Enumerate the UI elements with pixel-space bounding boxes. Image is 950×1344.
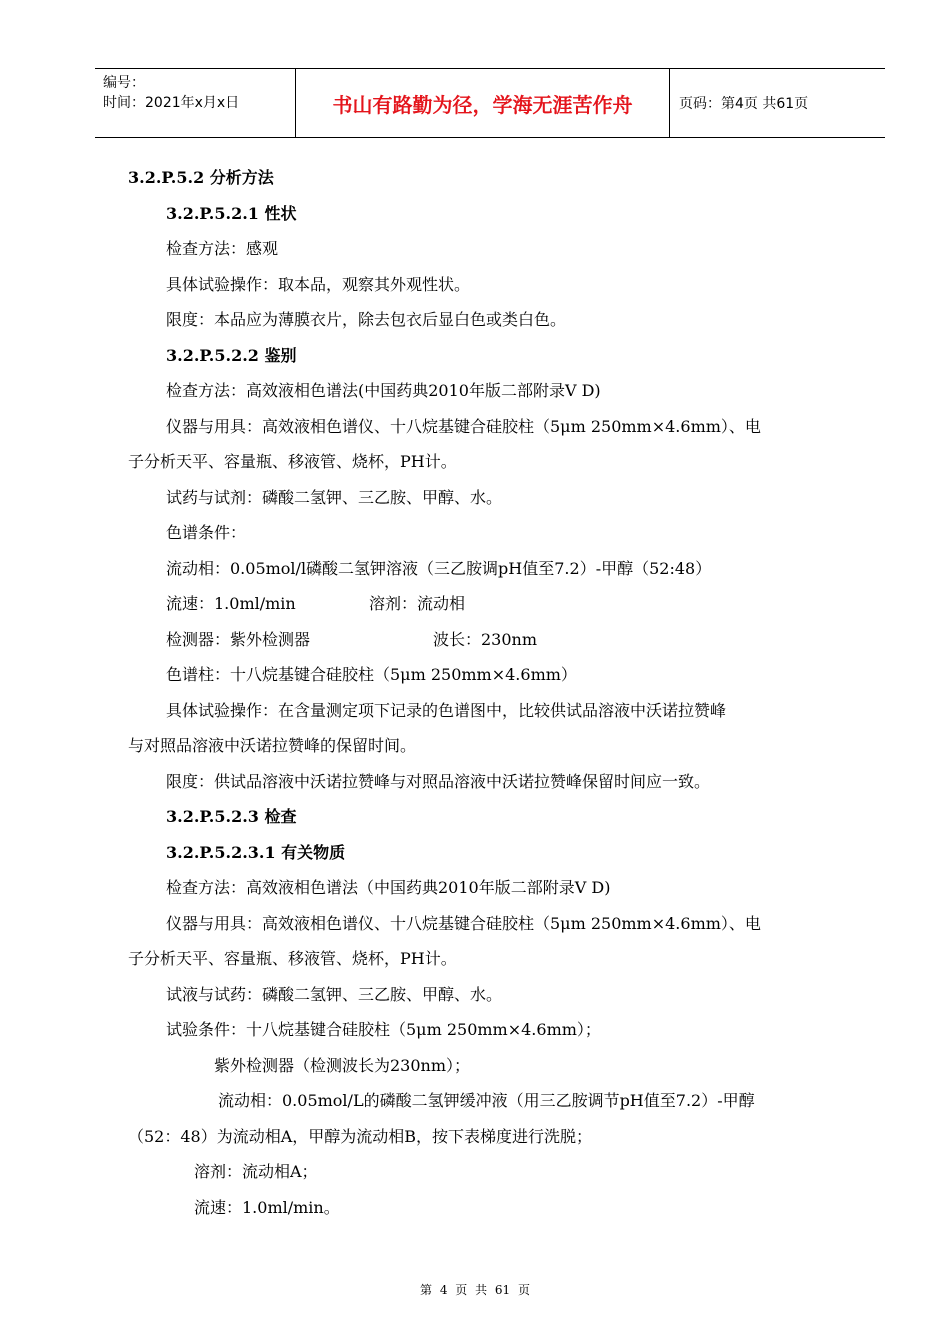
paragraph-line: 具体试验操作：在含量测定项下记录的色谱图中，比较供试品溶液中沃诺拉赞峰	[166, 700, 727, 720]
paragraph-line: 检查方法：高效液相色谱法(中国药典2010年版二部附录Ⅴ D)	[166, 381, 601, 400]
paragraph-line: 流速：1.0ml/min。	[194, 1197, 340, 1217]
paragraph-line: 限度：本品应为薄膜衣片，除去包衣后显白色或类白色。	[166, 310, 567, 329]
paragraph-line: 具体试验操作：取本品，观察其外观性状。	[166, 274, 471, 294]
solvent: 溶剂：流动相	[369, 594, 466, 613]
paragraph-line: 仪器与用具：高效液相色谱仪、十八烷基键合硅胶柱（5μm 250mm×4.6mm）、电	[166, 416, 761, 436]
paragraph-line: 色谱柱：十八烷基键合硅胶柱（5μm 250mm×4.6mm）	[166, 665, 577, 684]
paragraph-line: （52：48）为流动相A，甲醇为流动相B，按下表梯度进行洗脱；	[128, 1126, 593, 1146]
paragraph-line: 仪器与用具：高效液相色谱仪、十八烷基键合硅胶柱（5μm 250mm×4.6mm）、电	[166, 913, 761, 933]
page-footer: 第 4 页 共 61 页	[420, 1283, 530, 1297]
section-heading: 3.2.P.5.2 分析方法	[128, 168, 274, 187]
subsection-heading: 3.2.P.5.2.2 鉴别	[166, 345, 297, 365]
paragraph-line	[128, 622, 860, 658]
wavelength: 波长：230nm	[433, 629, 538, 649]
paragraph-line: 流动相：0.05mol/L的磷酸二氢钾缓冲液（用三乙胺调节pH值至7.2）-甲醇	[218, 1091, 755, 1110]
detector: 检测器：紫外检测器	[166, 629, 311, 649]
flow-rate: 流速：1.0ml/min	[166, 594, 296, 613]
header-page-info: 页码：第4页 共61页	[679, 96, 809, 112]
document-body	[128, 160, 860, 1225]
paragraph-line: 与对照品溶液中沃诺拉赞峰的保留时间。	[128, 736, 417, 755]
subsection-heading: 3.2.P.5.2.3 检查	[166, 807, 297, 826]
subsection-heading: 3.2.P.5.2.1 性状	[166, 203, 297, 223]
paragraph-line: 检查方法：感观	[166, 239, 279, 258]
paragraph-line: 试液与试药：磷酸二氢钾、三乙胺、甲醇、水。	[166, 984, 503, 1004]
paragraph-line: 溶剂：流动相A；	[194, 1162, 318, 1181]
subsection-heading: 3.2.P.5.2.3.1 有关物质	[166, 842, 346, 862]
paragraph-line: 流动相：0.05mol/l磷酸二氢钾溶液（三乙胺调pH值至7.2）-甲醇（52:48）	[166, 558, 712, 578]
paragraph-line: 子分析天平、容量瓶、移液管、烧杯，PH计。	[128, 949, 457, 968]
header-meta	[103, 73, 239, 113]
paragraph-line: 色谱条件：	[166, 523, 247, 542]
paragraph-line: 限度：供试品溶液中沃诺拉赞峰与对照品溶液中沃诺拉赞峰保留时间应一致。	[166, 771, 711, 791]
paragraph-line: 试验条件：十八烷基键合硅胶柱（5μm 250mm×4.6mm）；	[166, 1020, 601, 1039]
paragraph-line: 子分析天平、容量瓶、移液管、烧杯，PH计。	[128, 452, 457, 471]
page-header	[95, 68, 885, 138]
paragraph-line: 紫外检测器（检测波长为230nm）；	[214, 1055, 471, 1075]
paragraph-line: 检查方法：高效液相色谱法（中国药典2010年版二部附录Ⅴ D)	[166, 878, 611, 897]
date-label: 时间：2021年x月x日	[103, 95, 240, 111]
paragraph-line	[128, 586, 860, 622]
serial-label: 编号：	[103, 75, 145, 91]
header-motto: 书山有路勤为径，学海无涯苦作舟	[295, 69, 670, 137]
paragraph-line: 试药与试剂：磷酸二氢钾、三乙胺、甲醇、水。	[166, 487, 503, 507]
